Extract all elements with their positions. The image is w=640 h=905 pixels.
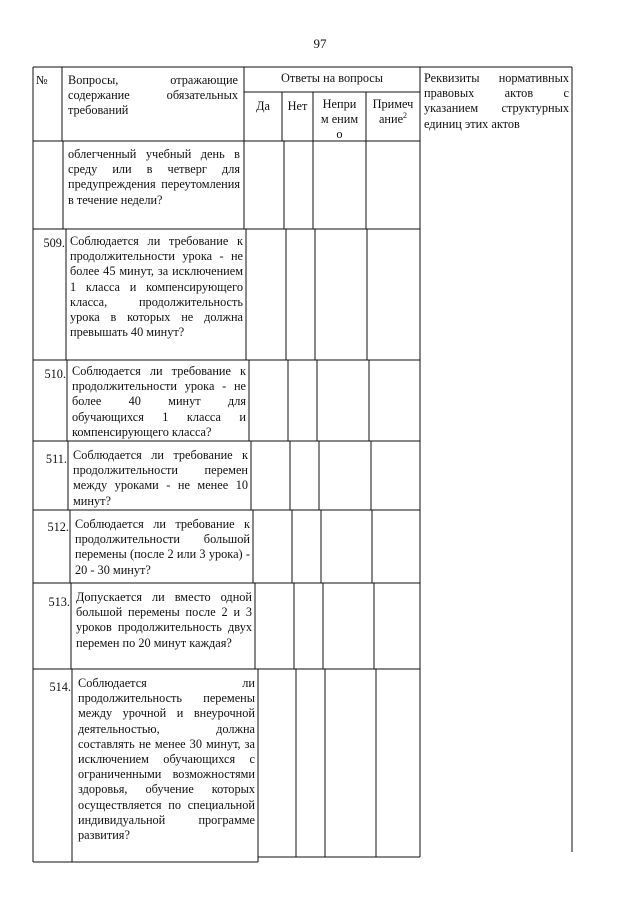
header-yes: Да: [256, 99, 270, 113]
row-number: 514.: [49, 680, 71, 694]
row-question: Соблюдается ли требование к продолжительности большой перемены (после 2 или 3 урока) - 20 - 30 минут?: [75, 517, 250, 577]
header-details: Реквизиты нормативных правовых актов с указанием структурных единиц этих актов: [424, 71, 569, 131]
row-number: 511.: [45, 452, 67, 466]
header-note-label: Примеч ание: [372, 97, 414, 127]
row-question: Соблюдается ли продолжительность перемены между урочной и внеурочной деятельностью, должна составлять не менее 30 минут, за исключением обучающихся с ограниченными возможностями здоровья, обучение которых осуществляется по специальной индивидуальной программе развития?: [78, 676, 255, 843]
row-question: Соблюдается ли требование к продолжительности урока - не более 40 минут для обучающихся 1 класса и компенсирующего класса?: [72, 364, 246, 439]
row-question: Соблюдается ли требование к продолжительности перемен между уроками - не менее 10 минут?: [73, 448, 248, 508]
header-not-applicable: Неприм енимо: [320, 97, 359, 142]
row-number: 510.: [44, 367, 66, 381]
header-note-footnote: 2: [403, 111, 408, 121]
header-note: [366, 97, 420, 127]
header-no: Нет: [287, 99, 308, 113]
row-question: Соблюдается ли требование к продолжительности урока - не более 45 минут, за исключением 1 класса и компенсирующего класса, продолжительность урока в которых не должна превышать 40 минут?: [70, 234, 243, 340]
header-number: №: [36, 73, 48, 87]
row-question: облегченный учебный день в среду или в четверг для предупреждения переутомления в течение недели?: [68, 147, 240, 207]
row-number: 513.: [48, 595, 70, 609]
row-question: Допускается ли вместо одной большой перемены после 2 и 3 уроков продолжительность двух перемен по 20 минут каждая?: [76, 590, 252, 650]
header-questions: Вопросы, отражающие содержание обязательных требований: [68, 73, 238, 118]
header-answers-group: Ответы на вопросы: [280, 71, 384, 85]
row-number: 512.: [47, 520, 69, 534]
page-number: 97: [313, 36, 327, 51]
row-number: 509.: [43, 236, 65, 250]
